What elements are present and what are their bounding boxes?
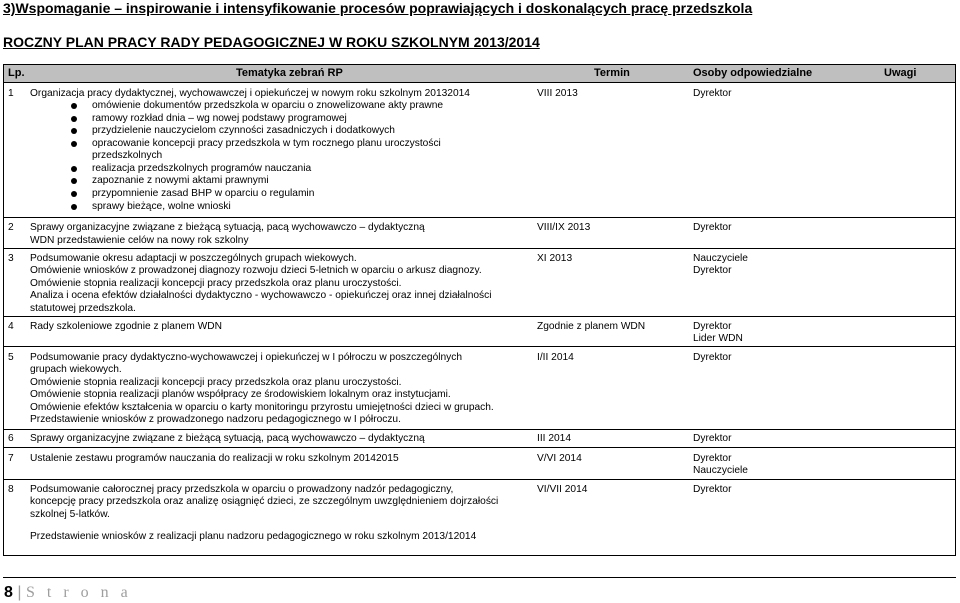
- row-5-term: I/II 2014: [537, 352, 574, 363]
- row-4-lp: 4: [8, 321, 14, 332]
- footer-divider: [3, 577, 956, 578]
- header-responsible: Osoby odpowiedzialne: [693, 67, 813, 79]
- row-4-responsible: Dyrektor: [693, 321, 732, 332]
- row-divider: [4, 316, 955, 317]
- row-5-text: grupach wiekowych.: [30, 364, 122, 375]
- page-number: 8: [4, 584, 13, 601]
- row-5-text: Omówienie stopnia realizacji koncepcji pracy przedszkola oraz planu uroczystości.: [30, 377, 402, 388]
- row-1-item: przedszkolnych: [92, 150, 163, 161]
- header-term: Termin: [594, 67, 630, 79]
- row-3-text: Omówienie stopnia realizacji koncepcji pracy przedszkola oraz planu uroczystości.: [30, 278, 402, 289]
- row-1-item: opracowanie koncepcji pracy przedszkola w tym rocznego planu uroczystości: [92, 138, 441, 149]
- section-heading: 3)Wspomaganie – inspirowanie i intensyfikowanie procesów poprawiających i doskonalących pracę przedszkola: [3, 0, 753, 16]
- row-6-term: III 2014: [537, 433, 571, 444]
- header-notes: Uwagi: [884, 67, 917, 79]
- row-3-term: XI 2013: [537, 253, 573, 264]
- row-7-responsible: Dyrektor: [693, 453, 732, 464]
- header-lp: Lp.: [8, 67, 25, 79]
- row-7-lp: 7: [8, 453, 14, 464]
- row-1-item: sprawy bieżące, wolne wnioski: [92, 201, 231, 212]
- row-8-text: szkolnej 5-latków.: [30, 509, 110, 520]
- row-5-text: Podsumowanie pracy dydaktyczno-wychowawczej i opiekuńczej w I półroczu w poszczególnych: [30, 352, 463, 363]
- row-5-lp: 5: [8, 352, 14, 363]
- row-2-text: Sprawy organizacyjne związane z bieżącą sytuacją, pacą wychowawczo – dydaktyczną: [30, 222, 425, 233]
- row-1-item: zapoznanie z nowymi aktami prawnymi: [92, 175, 269, 186]
- row-3-lp: 3: [8, 253, 14, 264]
- row-3-text: Analiza i ocena efektów działalności dydaktyczno - wychowawczo - opiekuńczej oraz innej działalności: [30, 290, 492, 301]
- header-divider: [4, 82, 955, 83]
- bullet-icon: [71, 204, 77, 210]
- row-divider: [4, 248, 955, 249]
- row-1-term: VIII 2013: [537, 88, 578, 99]
- row-5-text: Omówienie stopnia realizacji planów współpracy ze środowiskiem lokalnym oraz instytucjami.: [30, 389, 451, 400]
- footer-label: S t r o n a: [25, 584, 132, 601]
- row-4-text: Rady szkoleniowe zgodnie z planem WDN: [30, 321, 222, 332]
- row-3-responsible: Dyrektor: [693, 265, 732, 276]
- row-2-term: VIII/IX 2013: [537, 222, 591, 233]
- bullet-icon: [71, 141, 77, 147]
- row-1-title: Organizacja pracy dydaktycznej, wychowawczej i opiekuńczej w nowym roku szkolnym 20132014: [30, 88, 470, 99]
- row-divider: [4, 479, 955, 480]
- row-divider: [4, 346, 955, 347]
- bullet-icon: [71, 178, 77, 184]
- row-divider: [4, 447, 955, 448]
- row-4-responsible: Lider WDN: [693, 333, 743, 344]
- bullet-icon: [71, 166, 77, 172]
- bullet-icon: [71, 128, 77, 134]
- row-3-text: Podsumowanie okresu adaptacji w poszczególnych grupach wiekowych.: [30, 253, 357, 264]
- footer-separator: |: [17, 584, 22, 601]
- row-3-text: statutowej przedszkola.: [30, 303, 136, 314]
- row-1-item: przypomnienie zasad BHP w oparciu o regulamin: [92, 188, 315, 199]
- row-8-text: koncepcję pracy przedszkola oraz analizę osiągnięć dzieci, ze szczególnym uwzględnieniem dojrzałości: [30, 496, 499, 507]
- row-1-item: realizacja przedszkolnych programów nauczania: [92, 163, 312, 174]
- row-2-responsible: Dyrektor: [693, 222, 732, 233]
- row-8-lp: 8: [8, 484, 14, 495]
- row-6-responsible: Dyrektor: [693, 433, 732, 444]
- row-8-text: Podsumowanie całorocznej pracy przedszkola w oparciu o prowadzony nadzór pedagogiczny,: [30, 484, 454, 495]
- plan-title: ROCZNY PLAN PRACY RADY PEDAGOGICZNEJ W ROKU SZKOLNYM 2013/2014: [3, 34, 540, 50]
- row-divider: [4, 429, 955, 430]
- row-1-responsible: Dyrektor: [693, 88, 732, 99]
- row-4-term: Zgodnie z planem WDN: [537, 321, 646, 332]
- row-1-lp: 1: [8, 88, 14, 99]
- row-3-responsible: Nauczyciele: [693, 253, 748, 264]
- row-5-responsible: Dyrektor: [693, 352, 732, 363]
- row-5-text: Omówienie efektów kształcenia w oparciu o karty monitoringu przyrostu umiejętności dzieci w grupach.: [30, 402, 494, 413]
- row-7-responsible: Nauczyciele: [693, 465, 748, 476]
- row-7-term: V/VI 2014: [537, 453, 582, 464]
- row-1-item: ramowy rozkład dnia – wg nowej podstawy programowej: [92, 113, 347, 124]
- row-8-text: Przedstawienie wniosków z realizacji planu nadzoru pedagogicznego w roku szkolnym 2013/12014: [30, 531, 477, 542]
- row-1-item: omówienie dokumentów przedszkola w oparciu o znowelizowane akty prawne: [92, 100, 444, 111]
- row-1-item: przydzielenie nauczycielom czynności zasadniczych i dodatkowych: [92, 125, 395, 136]
- row-8-term: VI/VII 2014: [537, 484, 588, 495]
- row-2-text: WDN przedstawienie celów na nowy rok szkolny: [30, 235, 249, 246]
- bullet-icon: [71, 116, 77, 122]
- row-divider: [4, 217, 955, 218]
- row-3-text: Omówienie wniosków z prowadzonej diagnozy rozwoju dzieci 5-letnich w oparciu o arkusz diagnozy.: [30, 265, 482, 276]
- page-footer: [4, 584, 132, 602]
- row-7-text: Ustalenie zestawu programów nauczania do realizacji w roku szkolnym 20142015: [30, 453, 399, 464]
- row-6-lp: 6: [8, 433, 14, 444]
- row-5-text: Przedstawienie wniosków z prowadzonego nadzoru pedagogicznego w I półroczu.: [30, 414, 401, 425]
- row-8-responsible: Dyrektor: [693, 484, 732, 495]
- header-topic: Tematyka zebrań RP: [236, 67, 343, 79]
- row-6-text: Sprawy organizacyjne związane z bieżącą sytuacją, pacą wychowawczo – dydaktyczną: [30, 433, 425, 444]
- table-header: [4, 65, 955, 82]
- bullet-icon: [71, 103, 77, 109]
- bullet-icon: [71, 191, 77, 197]
- row-2-lp: 2: [8, 222, 14, 233]
